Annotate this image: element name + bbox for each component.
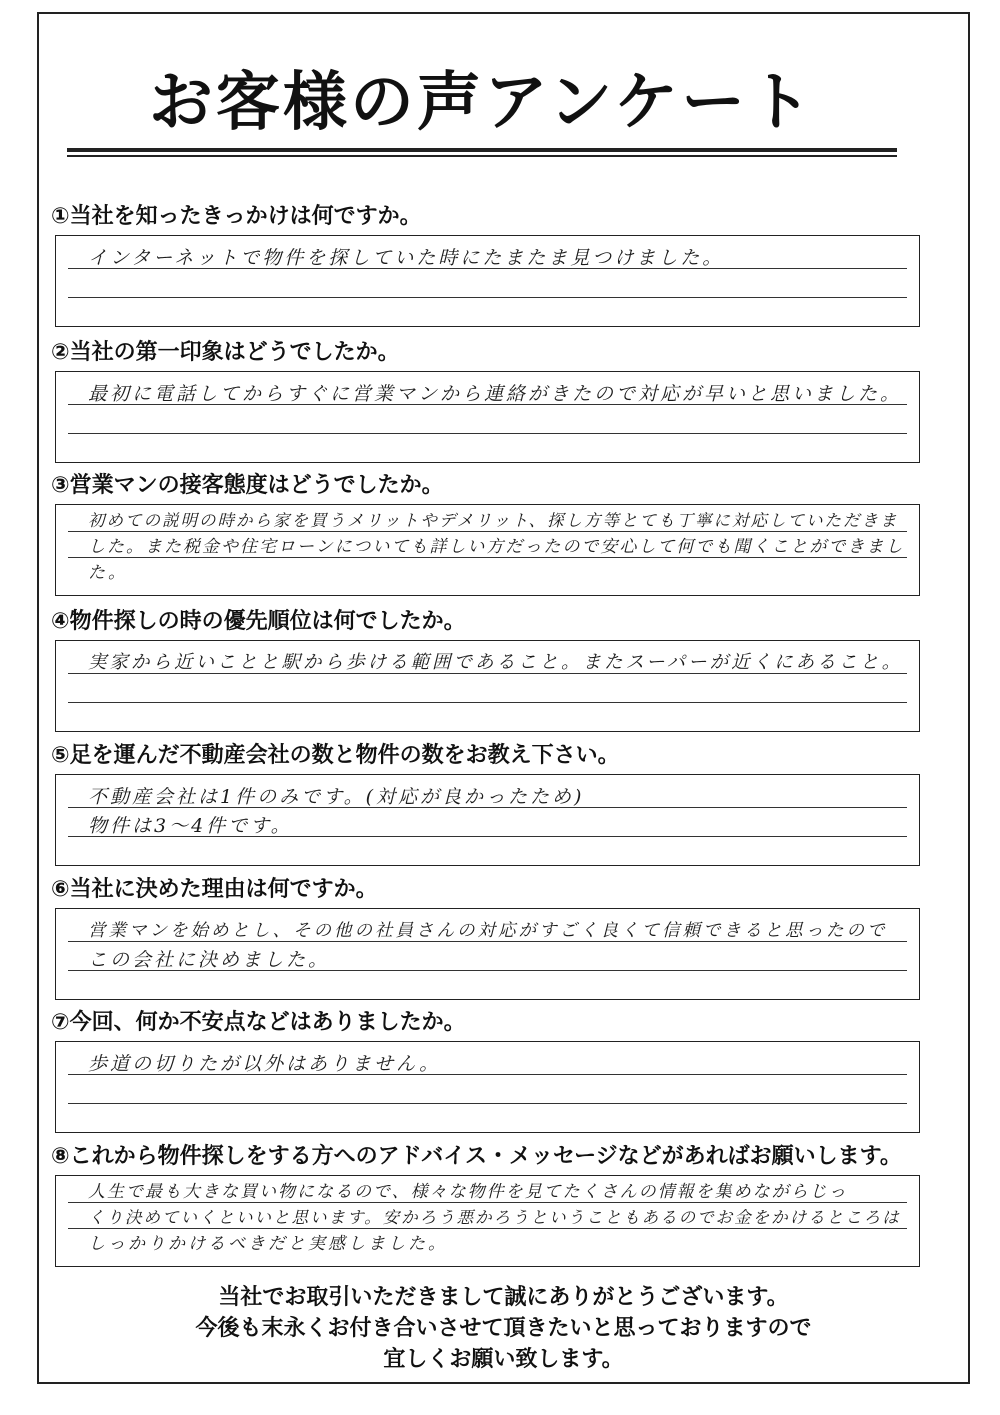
answer-box-1 [55, 235, 920, 327]
survey-title-block [67, 52, 897, 162]
question-3-label: ③営業マンの接客態度はどうでしたか。 [51, 473, 444, 498]
answer-3-line-3: た。 [88, 563, 128, 583]
answer-7-line-1: 歩道の切りたが以外はありません。 [88, 1053, 442, 1075]
answer-3-line-2: した。また税金や住宅ローンについても詳しい方だったので安心して何でも聞くことができまし [88, 537, 905, 557]
answer-8-line-3: しっかりかけるべきだと実感しました。 [88, 1234, 448, 1254]
closing-line-3: 宜しくお願い致します。 [383, 1347, 624, 1372]
closing-line-1: 当社でお取引いただきまして誠にありがとうございます。 [218, 1285, 789, 1310]
answer-line [68, 1103, 907, 1104]
answer-5-line-2: 物件は3～4件です。 [88, 815, 293, 837]
answer-6-line-1: 営業マンを始めとし、その他の社員さんの対応がすごく良くて信頼できると思ったので [88, 921, 888, 941]
title-rule-thick [67, 148, 897, 152]
answer-box-5 [55, 774, 920, 866]
question-5-label: ⑤足を運んだ不動産会社の数と物件の数をお教え下さい。 [51, 743, 620, 768]
answer-line [68, 433, 907, 434]
answer-line [68, 702, 907, 703]
closing-message [39, 1282, 968, 1375]
answer-6-line-2: この会社に決めました。 [88, 949, 331, 971]
answer-box-7 [55, 1041, 920, 1133]
answer-box-3 [55, 504, 920, 596]
question-1-label: ①当社を知ったきっかけは何ですか。 [51, 204, 422, 229]
answer-box-6 [55, 908, 920, 1000]
answer-5-line-1: 不動産会社は1件のみです。(対応が良かったため) [88, 786, 585, 808]
answer-1-line-1: インターネットで物件を探していた時にたまたま見つけました。 [88, 247, 725, 269]
answer-8-line-1: 人生で最も大きな買い物になるので、様々な物件を見てたくさんの情報を集めながらじっ [88, 1182, 848, 1202]
answer-4-line-1: 実家から近いことと駅から歩ける範囲であること。またスーパーが近くにあること。 [88, 652, 904, 673]
answer-2-line-1: 最初に電話してからすぐに営業マンから連絡がきたので対応が早いと思いました。 [88, 383, 903, 405]
answer-box-8 [55, 1175, 920, 1267]
question-2-label: ②当社の第一印象はどうでしたか。 [51, 340, 400, 365]
question-4-label: ④物件探しの時の優先順位は何でしたか。 [51, 609, 466, 634]
question-6-label: ⑥当社に決めた理由は何ですか。 [51, 877, 378, 902]
answer-box-2 [55, 371, 920, 463]
answer-line [68, 297, 907, 298]
question-8-label: ⑧これから物件探しをする方へのアドバイス・メッセージなどがあればお願いします。 [51, 1144, 902, 1169]
question-7-label: ⑦今回、何か不安点などはありましたか。 [51, 1010, 466, 1035]
page-title: お客様の声アンケート [148, 66, 816, 140]
answer-3-line-1: 初めての説明の時から家を買うメリットやデメリット、探し方等とても丁寧に対応していただきま [88, 511, 899, 530]
title-rule-thin [67, 155, 897, 157]
survey-sheet [37, 12, 970, 1384]
answer-8-line-2: くり決めていくといいと思います。安かろう悪かろうということもあるのでお金をかけるところは [88, 1208, 901, 1227]
closing-line-2: 今後も末永くお付き合いさせて頂きたいと思っておりますので [195, 1316, 812, 1341]
answer-box-4 [55, 640, 920, 732]
